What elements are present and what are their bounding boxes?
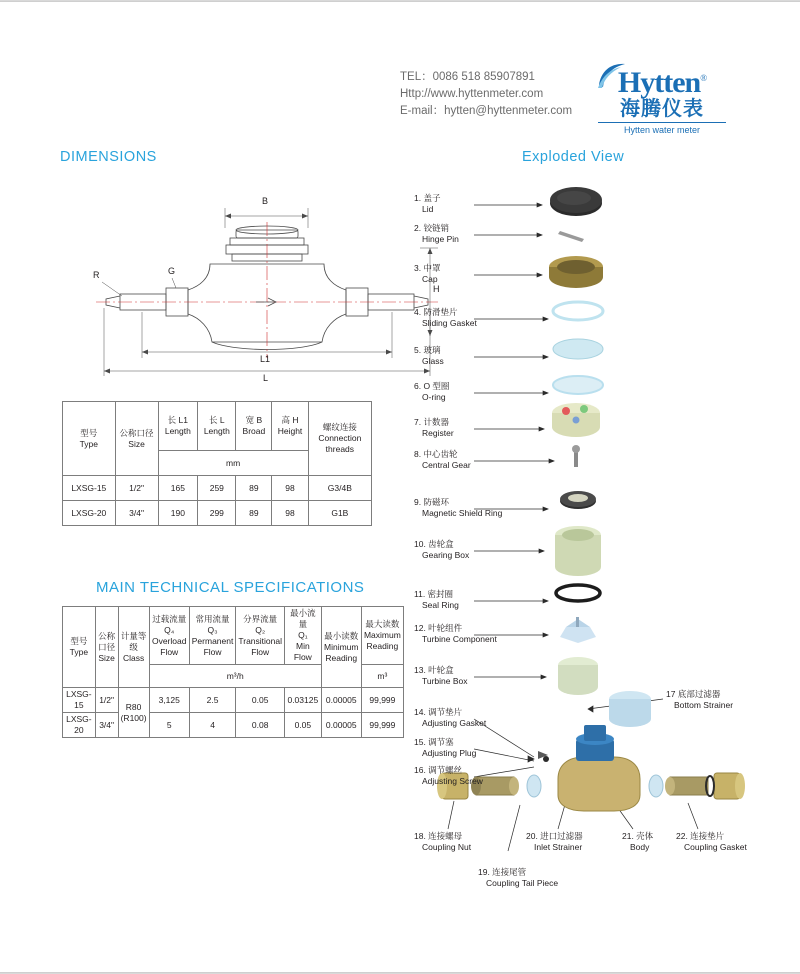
part-label-20: 20. 进口过滤器 Inlet Strainer — [526, 831, 583, 852]
dim-r1-c3: 299 — [198, 501, 236, 526]
spec-r0-size: 1/2" — [95, 688, 118, 713]
spec-r1-q4: 5 — [149, 713, 189, 738]
part-label-8: 8. 中心齿轮 Central Gear — [414, 449, 471, 470]
spec-unit-flow: m³/h — [149, 665, 321, 688]
label-R: R — [93, 270, 100, 280]
spec-r0-q4: 3,125 — [149, 688, 189, 713]
spec-header-q4: 过载流量 Q₄ Overload Flow — [149, 607, 189, 665]
spec-r0-type: LXSG-15 — [63, 688, 96, 713]
table-row — [63, 476, 372, 501]
spec-header-q3: 常用流量 Q₃ Permanent Flow — [189, 607, 236, 665]
spec-r0-q3: 2.5 — [189, 688, 236, 713]
dimension-drawing — [60, 186, 460, 386]
part-label-16: 16. 调节螺丝 Adjusting Screw — [414, 765, 483, 786]
specifications-table — [62, 606, 404, 738]
spec-header-max-reading: 最大读数 Maximum Reading — [361, 607, 403, 665]
dim-r0-c1: 1/2" — [115, 476, 158, 501]
contact-block — [400, 69, 620, 120]
spec-header-q2: 分界流量 Q₂ Transitional Flow — [236, 607, 285, 665]
dim-r0-c5: 98 — [272, 476, 308, 501]
part-label-6: 6. O 型圈 O-ring — [414, 381, 450, 402]
spec-header-type: 型号 Type — [63, 607, 96, 688]
dim-unit-mm: mm — [158, 451, 308, 476]
part-label-2: 2. 铰链销 Hinge Pin — [414, 223, 459, 244]
spec-header-q1: 最小流量 Q₁ Min Flow — [284, 607, 321, 665]
dim-r1-c0: LXSG-20 — [63, 501, 116, 526]
spec-r1-size: 3/4" — [95, 713, 118, 738]
part-label-5: 5. 玻璃 Glass — [414, 345, 444, 366]
dim-r0-c3: 259 — [198, 476, 236, 501]
part-label-1: 1. 盖子 Lid — [414, 193, 441, 214]
table-row — [63, 713, 404, 738]
spec-header-class: 计量等级 Class — [118, 607, 149, 688]
dim-r1-c5: 98 — [272, 501, 308, 526]
spec-r1-min: 0.00005 — [321, 713, 361, 738]
page-top-rule — [0, 1, 800, 2]
dim-r1-c1: 3/4" — [115, 501, 158, 526]
table-row — [63, 688, 404, 713]
label-B: B — [262, 196, 269, 206]
spec-r0-q2: 0.05 — [236, 688, 285, 713]
dim-header-size: 公称口径 Size — [115, 402, 158, 476]
specifications-title: MAIN TECHNICAL SPECIFICATIONS — [96, 579, 365, 596]
spec-r1-max: 99,999 — [361, 713, 403, 738]
contact-website: Http://www.hyttenmeter.com — [400, 88, 544, 100]
spec-r0-max: 99,999 — [361, 688, 403, 713]
part-label-10: 10. 齿轮盒 Gearing Box — [414, 539, 470, 560]
part-label-7: 7. 计数器 Register — [414, 417, 454, 438]
part-label-21: 21. 壳体 Body — [622, 831, 654, 852]
dim-r1-c2: 190 — [158, 501, 198, 526]
exploded-view-title: Exploded View — [522, 149, 625, 165]
part-label-9: 9. 防磁环 Magnetic Shield Ring — [414, 497, 503, 518]
contact-tel: TEL：0086 518 85907891 — [400, 71, 535, 83]
dim-r0-c4: 89 — [236, 476, 272, 501]
dim-r0-c0: LXSG-15 — [63, 476, 116, 501]
dim-header-l1: 长 L1 Length — [158, 402, 198, 451]
part-label-4: 4. 防滑垫片 Sliding Gasket — [414, 307, 477, 328]
label-L1: L1 — [260, 354, 271, 364]
logo-chinese-name: 海腾仪表 — [620, 98, 704, 120]
logo-wordmark: Hytten® — [617, 66, 707, 99]
spec-r0-q1: 0.03125 — [284, 688, 321, 713]
dim-header-b: 宽 B Broad — [236, 402, 272, 451]
contact-email: E-mail：hytten@hyttenmeter.com — [400, 105, 573, 117]
part-label-19: 19. 连接尾管 Coupling Tail Piece — [478, 867, 559, 888]
registered-mark: ® — [700, 73, 707, 83]
label-L: L — [263, 373, 269, 383]
spec-r1-q1: 0.05 — [284, 713, 321, 738]
spec-header-min-reading: 最小读数 Minimum Reading — [321, 607, 361, 688]
label-H: H — [433, 284, 440, 294]
spec-r1-type: LXSG-20 — [63, 713, 96, 738]
table-header-row — [63, 402, 372, 451]
logo-divider — [598, 122, 726, 123]
table-header-row — [63, 607, 404, 665]
logo-tagline: Hytten water meter — [623, 125, 701, 135]
company-logo — [592, 63, 732, 136]
spec-header-size: 公称口径 Size — [95, 607, 118, 688]
dim-r0-c2: 165 — [158, 476, 198, 501]
part-label-22: 22. 连接垫片 Coupling Gasket — [676, 831, 747, 852]
dim-r0-c6: G3/4B — [308, 476, 371, 501]
dim-header-h: 高 H Height — [272, 402, 308, 451]
spec-class-value: R80 (R100) — [118, 688, 149, 738]
dimensions-table — [62, 401, 372, 526]
dim-r1-c4: 89 — [236, 501, 272, 526]
part-label-17: 17 底部过滤器 Bottom Strainer — [666, 689, 734, 710]
part-label-15: 15. 调节塞 Adjusting Plug — [414, 737, 477, 758]
page-bottom-rule — [0, 972, 800, 973]
part-label-11: 11. 密封圈 Seal Ring — [414, 589, 459, 610]
part-label-13: 13. 叶轮盒 Turbine Box — [414, 665, 468, 686]
exploded-view-diagram — [408, 179, 792, 919]
spec-r0-min: 0.00005 — [321, 688, 361, 713]
spec-r1-q3: 4 — [189, 713, 236, 738]
part-label-14: 14. 调节垫片 Adjusting Gasket — [414, 707, 487, 728]
spec-r1-q2: 0.08 — [236, 713, 285, 738]
table-row — [63, 501, 372, 526]
dim-header-l: 长 L Length — [198, 402, 236, 451]
part-label-12: 12. 叶轮组件 Turbine Component — [414, 623, 497, 644]
label-G: G — [168, 266, 176, 276]
dimensions-title: DIMENSIONS — [60, 149, 157, 165]
spec-unit-volume: m³ — [361, 665, 403, 688]
dim-r1-c6: G1B — [308, 501, 371, 526]
part-label-18: 18. 连接螺母 Coupling Nut — [414, 831, 472, 852]
dim-header-type: 型号 Type — [63, 402, 116, 476]
part-label-3: 3. 中罩 Cap — [414, 263, 441, 284]
dim-header-threads: 螺纹连接 Connection threads — [308, 402, 371, 476]
